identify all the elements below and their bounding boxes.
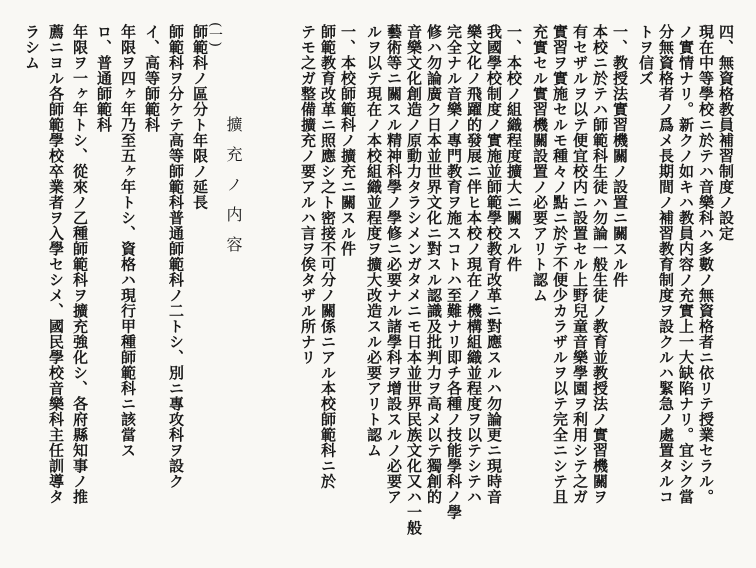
text-column: 樂文化ノ飛躍的發展ニ伴ヒ本校ノ現在ノ機構組織並程度ヲ以テシテハ: [465, 24, 483, 505]
text-column: ノ實情ナリ。新クノ如キハ教員内容ノ充實上一大缺陷ナリ。宜シク當: [677, 24, 695, 505]
text-column: 分無資格者ノ爲メ長期間ノ補習教育制度ヲ設クルハ緊急ノ處置タルコ: [657, 24, 675, 505]
text-column: 現在中等學校ニ於テハ音樂科ハ多數ノ無資格者ニ依リテ授業セラル。: [697, 24, 715, 505]
text-column: 修ハ勿論廣ク日本並世界文化ニ對スル認識及批判力ヲ高メ以テ獨創的: [425, 24, 443, 505]
text-column: ルヲ以テ現在ノ本校組織並程度ヲ擴大改造スル必要アリト認ム: [365, 24, 383, 458]
text-column: 師範科ノ區分ト年限ノ延長: [191, 24, 209, 210]
text-column: 師範教育改革ニ照應シ之ト密接不可分ノ關係ニアル本校師範科ニ於: [319, 24, 337, 489]
text-column: 一、本校ノ組織程度擴大ニ關スル件: [505, 24, 523, 272]
text-column: 實習ヲ實施セルモ種々ノ點ニ於テ不便少カラザルヲ以テ完全ニシテ且: [551, 24, 569, 505]
text-column: 年限ヲ四ヶ年乃至五ヶ年トシ、資格ハ現行甲種師範科ニ該當ス: [119, 24, 137, 458]
text-column: 四、無資格教員補習制度ノ設定: [717, 24, 735, 241]
text-column: 薦ニヨル各師範學校卒業者ヲ入學セシメ、國民學校音樂科主任訓導タ: [47, 24, 65, 505]
text-column: 師範科ヲ分ケテ高等師範科普通師範科ノ二トシ、別ニ專攻科ヲ設ク: [167, 24, 185, 489]
text-column: 藝術等ニ關スル精神科學ノ學修ニ必要ナル諸學科ヲ增設スルノ必要ア: [385, 24, 403, 505]
text-column: 完全ナル音樂ノ專門教育ヲ施スコトハ至難ナリ即チ各種ノ技能學科ノ學: [445, 24, 463, 520]
text-column: 本校ニ於テハ師範科生徒ハ勿論一般生徒ノ教育並教授法ノ實習機關ヲ: [591, 24, 609, 505]
text-column: 音樂文化創造ノ原動力タラシメンガタメニモ日本並世界民族文化又ハ一般: [405, 24, 423, 536]
text-column: イ、高等師範科: [143, 24, 161, 133]
text-column: ロ、普通師範科: [95, 24, 113, 133]
item-marker: (一): [207, 22, 223, 47]
text-column: 一、教授法實習機關ノ設置ニ關スル件: [611, 24, 629, 288]
text-column: トヲ信ズ: [637, 24, 655, 86]
section-heading: 擴充ノ内容: [224, 116, 243, 266]
text-column: テモ之ガ整備擴充ノ要アルハ言ヲ俟タザル所ナリ: [299, 24, 317, 365]
text-column: 我國學校制度ノ實施並師範學校教育改革ニ對應スルハ勿論更ニ現時音: [485, 24, 503, 505]
text-column: 一、本校師範科ノ擴充ニ關スル件: [339, 24, 357, 257]
text-column: 有セザルヲ以テ便宜校内ニ設置セル上野兒童音樂學園ヲ利用シテ之ガ: [571, 24, 589, 505]
text-column: 年限ヲ一ヶ年トシ、從來ノ乙種師範科ヲ擴充強化シ、各府縣知事ノ推: [71, 24, 89, 505]
text-column: ラシム: [23, 24, 41, 71]
text-column: 充實セル實習機關設置ノ必要アリト認ム: [531, 24, 549, 303]
